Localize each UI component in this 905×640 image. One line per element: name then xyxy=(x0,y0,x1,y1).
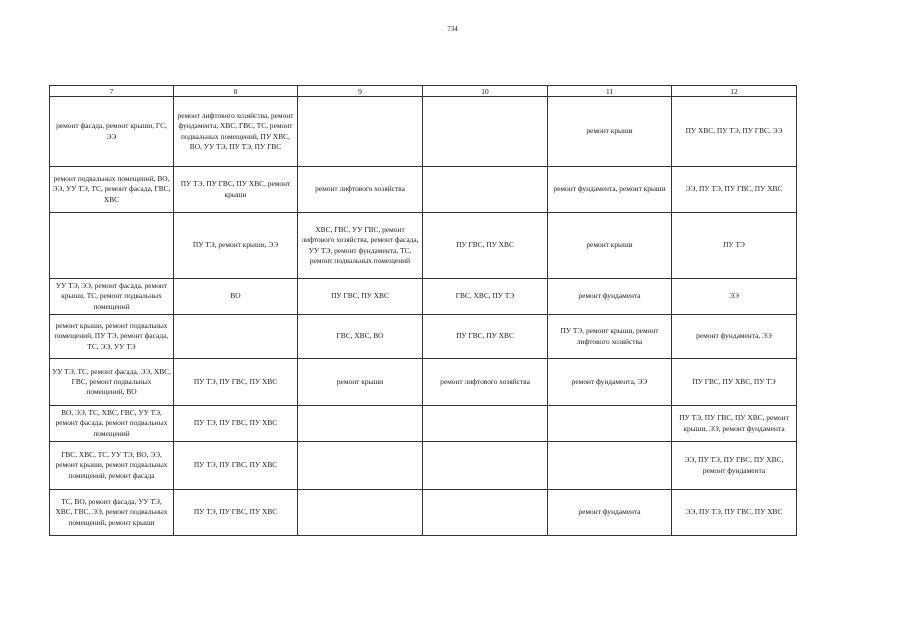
table-cell: ПУ ТЭ, ПУ ГВС, ПУ ХВС xyxy=(174,490,298,536)
table-cell: ЭЭ xyxy=(672,279,797,315)
table-cell: ремонт фундамента xyxy=(548,279,672,315)
column-header-8: 8 xyxy=(174,86,298,97)
table-cell xyxy=(298,442,423,490)
table-cell: ремонт фундамента, ЭЭ xyxy=(672,315,797,359)
table-cell: ПУ ТЭ, ремонт крыши, ремонт лифтового хозяйства xyxy=(548,315,672,359)
column-header-12: 12 xyxy=(672,86,797,97)
table-cell xyxy=(548,442,672,490)
table-cell: ЭЭ, ПУ ТЭ, ПУ ГВС, ПУ ХВС, ремонт фундамента xyxy=(672,442,797,490)
table-cell xyxy=(50,213,174,279)
table-cell: ВО, ЭЭ, ТС, ХВС, ГВС, УУ ТЭ, ремонт фасада, ремонт подвальных помещений xyxy=(50,406,174,442)
table-cell xyxy=(174,315,298,359)
table-cell: ремонт крыши xyxy=(548,97,672,167)
table-cell: ГВС, ХВС, ТС, УУ ТЭ, ВО, ЭЭ, ремонт крыши, ремонт подвальных помещений, ремонт фасада xyxy=(50,442,174,490)
table-cell xyxy=(423,97,548,167)
table-cell: ремонт лифтового хозяйства xyxy=(423,359,548,406)
column-header-10: 10 xyxy=(423,86,548,97)
table-cell: ПУ ХВС, ПУ ТЭ, ПУ ГВС, ЭЭ xyxy=(672,97,797,167)
column-header-7: 7 xyxy=(50,86,174,97)
table-row xyxy=(50,213,797,279)
table-cell xyxy=(423,406,548,442)
table-cell xyxy=(298,406,423,442)
table-cell: УУ ТЭ, ЭЭ, ремонт фасада, ремонт крыши, ТС, ремонт подвальных помещений xyxy=(50,279,174,315)
table-cell: ремонт крыши xyxy=(548,213,672,279)
column-header-9: 9 xyxy=(298,86,423,97)
table-cell xyxy=(298,97,423,167)
table-cell: УУ ТЭ, ТС, ремонт фасада, ЭЭ, ХВС, ГВС, ремонт подвальных помещений, ВО xyxy=(50,359,174,406)
table-cell: ремонт фасада, ремонт крыши, ГС, ЭЭ xyxy=(50,97,174,167)
table-cell xyxy=(423,167,548,213)
table-cell: ремонт лифтового хозяйства xyxy=(298,167,423,213)
page-number: 734 xyxy=(447,25,458,33)
table-row xyxy=(50,315,797,359)
table-cell: ПУ ТЭ xyxy=(672,213,797,279)
table-cell: ПУ ТЭ, ремонт крыши, ЭЭ xyxy=(174,213,298,279)
works-table xyxy=(49,85,797,536)
table-row xyxy=(50,167,797,213)
table-cell: ремонт фундамента, ремонт крыши xyxy=(548,167,672,213)
table-cell: ПУ ГВС, ПУ ХВС, ПУ ТЭ xyxy=(672,359,797,406)
table-row xyxy=(50,97,797,167)
table-cell: ПУ ГВС, ПУ ХВС xyxy=(423,315,548,359)
table-row xyxy=(50,406,797,442)
table-row xyxy=(50,442,797,490)
table-cell xyxy=(298,490,423,536)
table-cell: ПУ ТЭ, ПУ ГВС, ПУ ХВС xyxy=(174,406,298,442)
table-cell: ХВС, ГВС, УУ ГВС, ремонт лифтового хозяйства, ремонт фасада, УУ ТЭ, ремонт фундамента, ТС, ремонт подвальных помещений xyxy=(298,213,423,279)
column-header-11: 11 xyxy=(548,86,672,97)
table-cell: ПУ ТЭ, ПУ ГВС, ПУ ХВС, ремонт крыши xyxy=(174,167,298,213)
table-cell: ПУ ТЭ, ПУ ГВС, ПУ ХВС xyxy=(174,359,298,406)
table-cell xyxy=(423,490,548,536)
table-header-row xyxy=(50,86,797,97)
table-cell: ремонт лифтового хозяйства, ремонт фундамента, ХВС, ГВС, ТС, ремонт подвальных помещений, ПУ ХВС, ВО, УУ ТЭ, ПУ ТЭ, ПУ ГВС xyxy=(174,97,298,167)
table-cell: ПУ ТЭ, ПУ ГВС, ПУ ХВС, ремонт крыши, ЭЭ, ремонт фундамента xyxy=(672,406,797,442)
table-cell: ЭЭ, ПУ ТЭ, ПУ ГВС, ПУ ХВС xyxy=(672,490,797,536)
table-cell: ЭЭ, ПУ ТЭ, ПУ ГВС, ПУ ХВС xyxy=(672,167,797,213)
table-cell: ПУ ГВС, ПУ ХВС xyxy=(423,213,548,279)
table-cell: ТС, ВО, ремонт фасада, УУ ТЭ, ХВС, ГВС, ЭЭ, ремонт подвальных помещений, ремонт крыши xyxy=(50,490,174,536)
table-cell xyxy=(423,442,548,490)
table-cell: ГВС, ХВС, ВО xyxy=(298,315,423,359)
table-cell: ПУ ТЭ, ПУ ГВС, ПУ ХВС xyxy=(174,442,298,490)
table-cell: ремонт крыши xyxy=(298,359,423,406)
table-cell: ВО xyxy=(174,279,298,315)
table-cell: ремонт фундамента, ЭЭ xyxy=(548,359,672,406)
table-cell: ремонт фундамента xyxy=(548,490,672,536)
table-cell: ГВС, ХВС, ПУ ТЭ xyxy=(423,279,548,315)
table-cell: ремонт подвальных помещений, ВО, ЭЭ, УУ ТЭ, ТС, ремонт фасада, ГВС, ХВС xyxy=(50,167,174,213)
table-cell: ПУ ГВС, ПУ ХВС xyxy=(298,279,423,315)
table-row xyxy=(50,279,797,315)
table-row xyxy=(50,490,797,536)
table-cell: ремонт крыши, ремонт подвальных помещений, ПУ ТЭ, ремонт фасада, ТС, ЭЭ, УУ ТЭ xyxy=(50,315,174,359)
table-row xyxy=(50,359,797,406)
table-cell xyxy=(548,406,672,442)
